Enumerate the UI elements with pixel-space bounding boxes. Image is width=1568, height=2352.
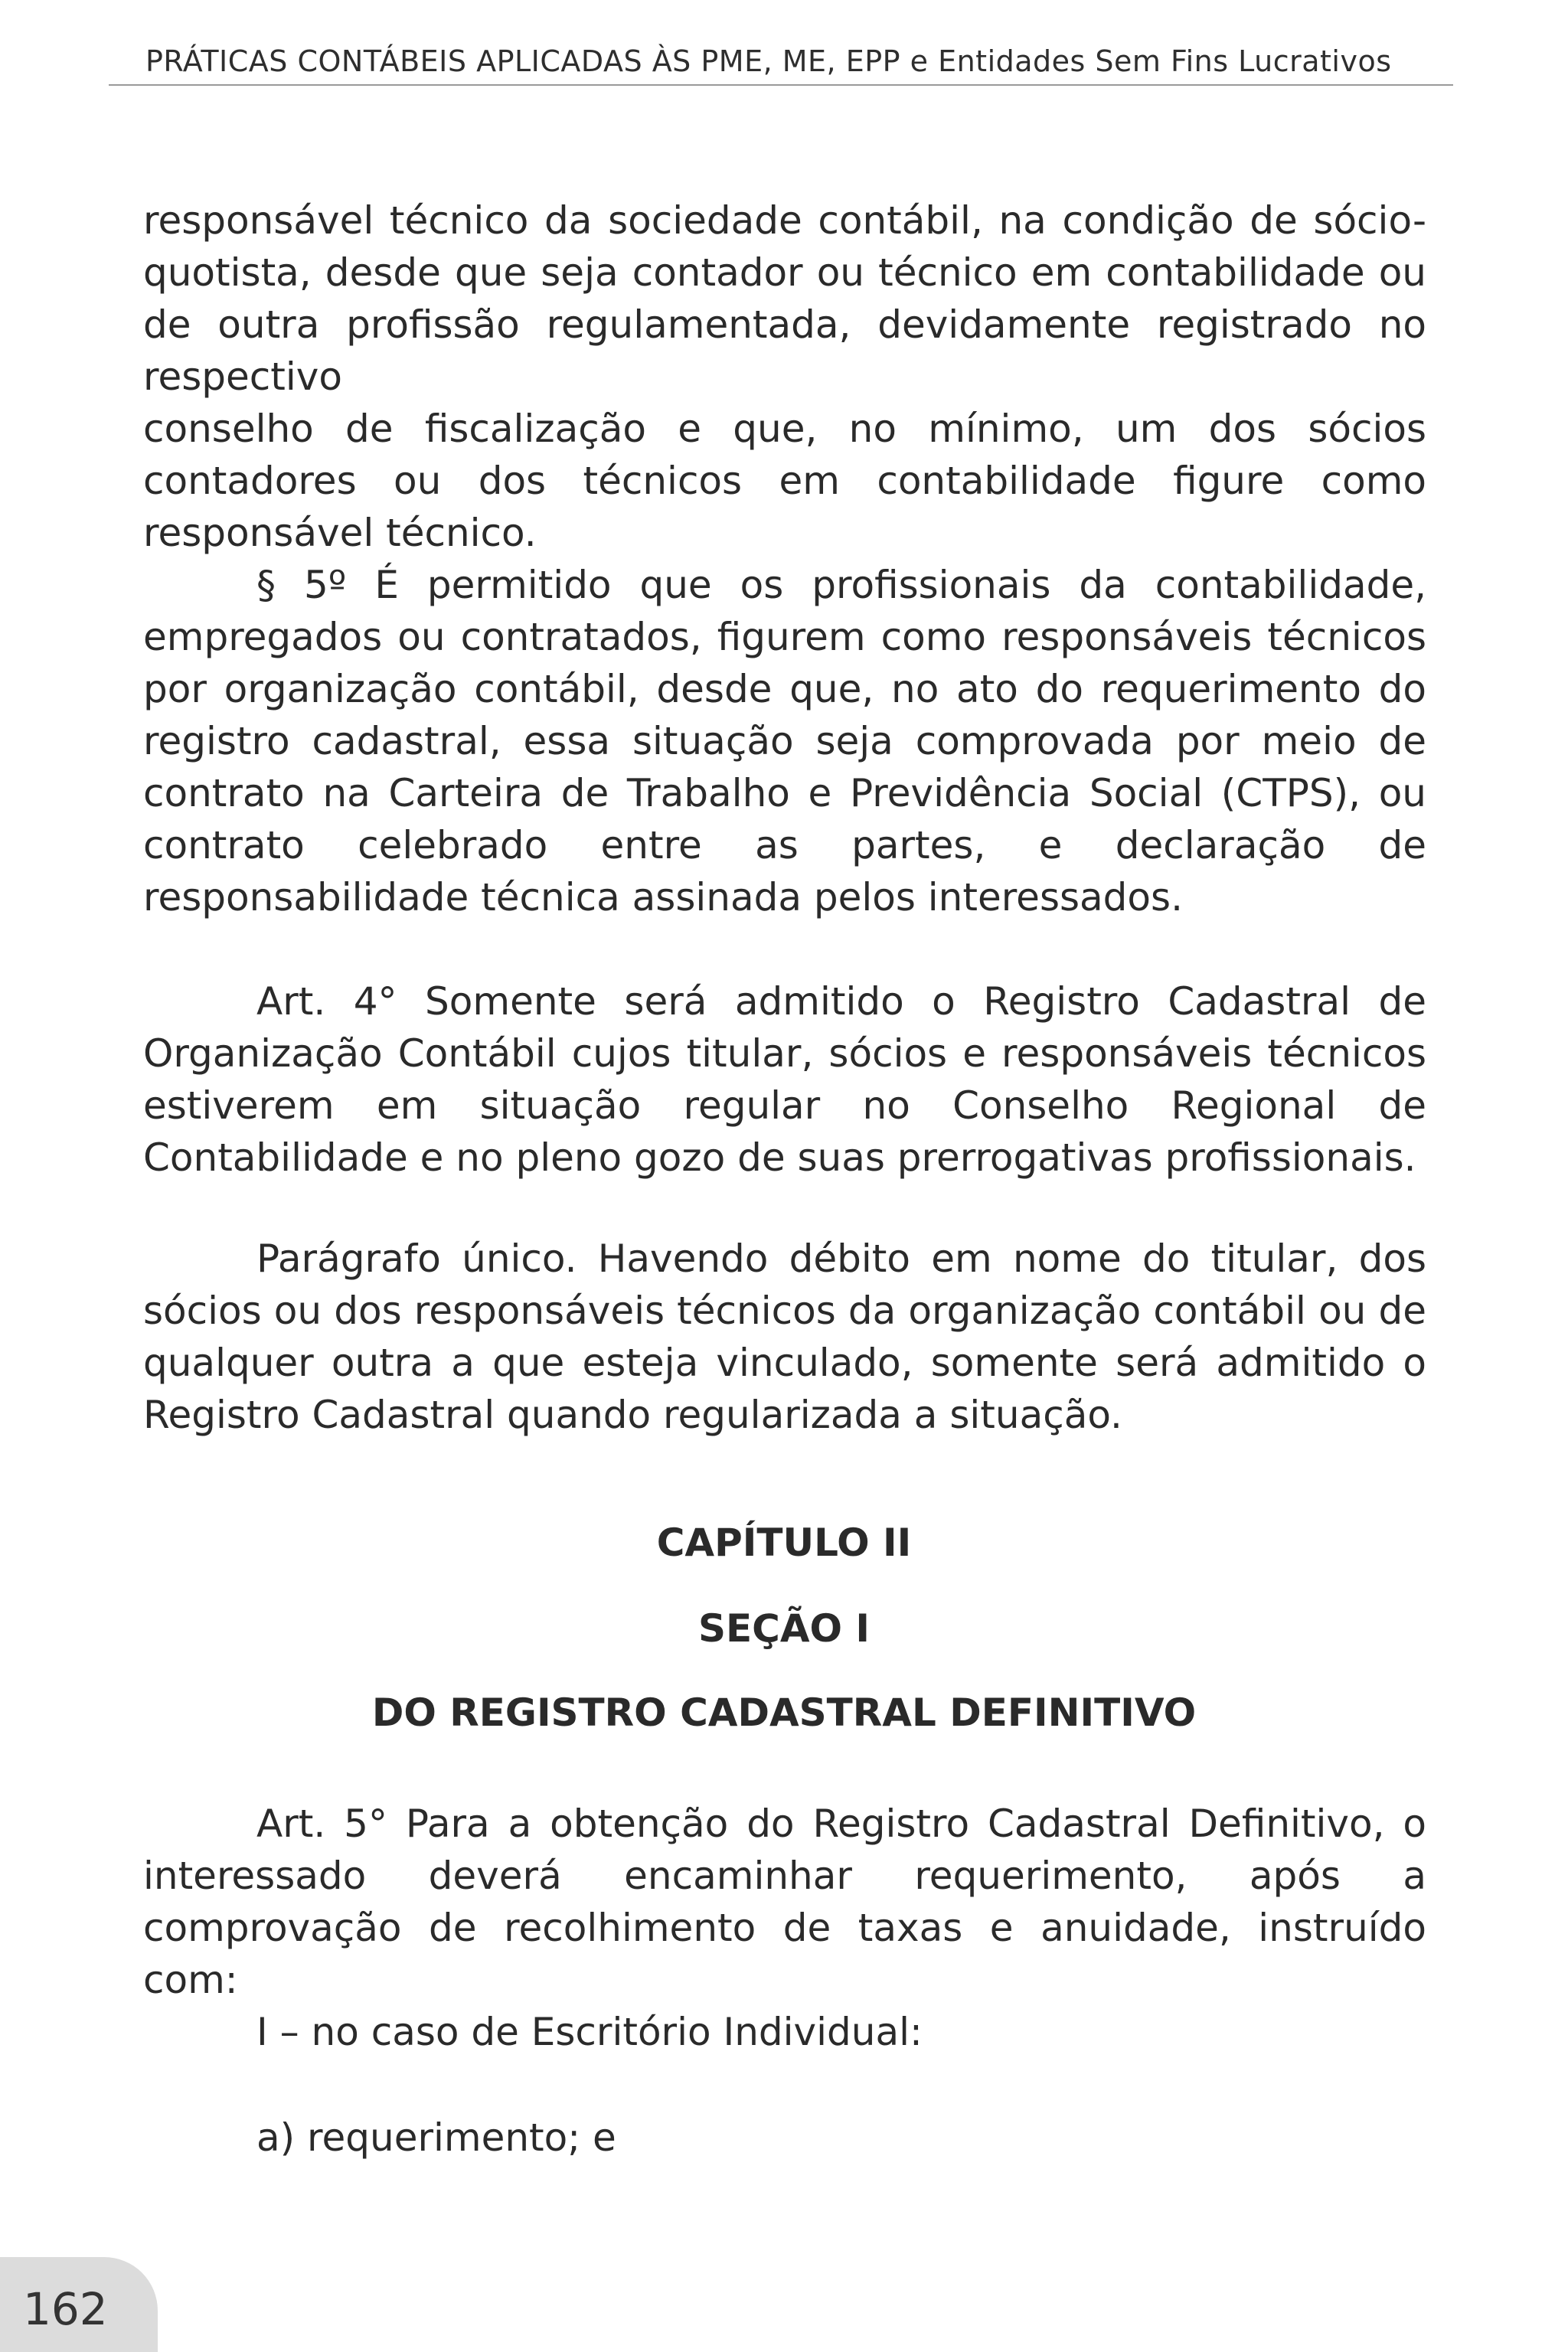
- running-header: PRÁTICAS CONTÁBEIS APLICADAS ÀS PME, ME, EPP e Entidades Sem Fins Lucrativos: [145, 44, 1392, 78]
- list-item: I – no caso de Escritório Individual:: [256, 2010, 923, 2054]
- paragraph-5: Parágrafo único. Havendo débito em nome do titular, dos sócios ou dos responsáveis técnicos da organização contábil ou de qualquer outra a que esteja vinculado, somente será admitido o Registro Cadastral quando regularizada a situação.: [143, 1236, 1426, 1437]
- page-number: 162: [23, 2283, 108, 2335]
- page-number-tab: [0, 2257, 158, 2352]
- paragraph-6: Art. 5° Para a obtenção do Registro Cadastral Definitivo, o interessado deverá encaminhar requerimento, após a comprovação de recolhimento de taxas e anuidade, instruído com:: [143, 1802, 1426, 2002]
- paragraph-1: responsável técnico da sociedade contábil, na condição de sócio-quotista, desde que seja contador ou técnico em contabilidade ou de outra profissão regulamentada, devidamente registrado no respectivo: [143, 198, 1426, 399]
- list-item: a) requerimento; e: [256, 2115, 616, 2160]
- paragraph-4: Art. 4° Somente será admitido o Registro Cadastral de Organização Contábil cujos titular, sócios e responsáveis técnicos estiverem em situação regular no Conselho Regional de Contabilidade e no pleno gozo de suas prerrogativas profissionais.: [143, 979, 1426, 1180]
- section-heading: SEÇÃO I: [697, 1606, 871, 1651]
- section-title: DO REGISTRO CADASTRAL DEFINITIVO: [371, 1690, 1197, 1735]
- paragraph-2: conselho de fiscalização e que, no mínimo, um dos sócios contadores ou dos técnicos em contabilidade figure como responsável técnico.: [143, 407, 1426, 555]
- paragraph-3: § 5º É permitido que os profissionais da contabilidade, empregados ou contratados, figurem como responsáveis técnicos por organização contábil, desde que, no ato do requerimento do registro cadastral, essa situação seja comprovada por meio de contrato na Carteira de Trabalho e Previdência Social (CTPS), ou contrato celebrado entre as partes, e declaração de responsabilidade técnica assinada pelos interessados.: [143, 563, 1426, 920]
- header-divider: [109, 84, 1453, 86]
- chapter-heading: CAPÍTULO II: [656, 1521, 912, 1565]
